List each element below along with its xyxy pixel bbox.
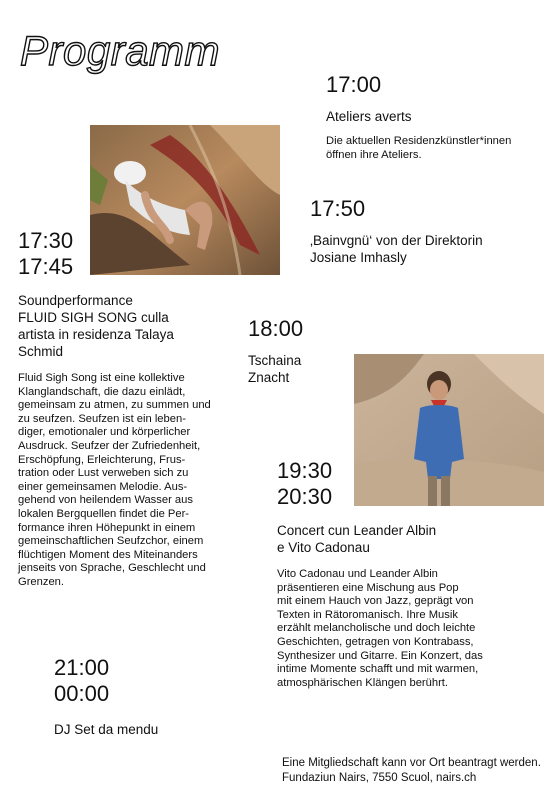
description-line: Texten in Rätoromanisch. Ihre Musik [277, 608, 458, 621]
address-line: Fundaziun Nairs, 7550 Scuol, nairs.ch [282, 772, 477, 784]
description-line: Synthesizer und Gitarre. Ein Konzert, das [277, 649, 483, 662]
event-heading: DJ Set da mendu [54, 722, 159, 737]
event-description [277, 568, 552, 690]
description-line: Grenzen. [18, 575, 65, 588]
heading-line: Josiane Imhasly [310, 250, 407, 265]
description-line: intime Momente schafft und mit warmen, [277, 663, 479, 676]
event-heading: Ateliers averts [326, 109, 412, 124]
event-time: 00:00 [54, 681, 110, 706]
event-description [326, 135, 556, 162]
description-line: tration oder Lust verweben sich zu [18, 467, 189, 480]
event-heading [310, 232, 550, 266]
event-soundperformance [18, 228, 233, 590]
event-ateliers [326, 72, 556, 162]
description-line: einer gemeinsamen Melodie. Aus- [18, 480, 188, 493]
description-line: Klanglandschaft, die dazu einlädt, [18, 385, 186, 398]
description-line: atmosphärischen Klängen berührt. [277, 676, 449, 689]
description-line: jenseits von Sprache, Geschlecht und [18, 562, 206, 575]
event-time: 17:30 [18, 228, 74, 253]
heading-line: Znacht [248, 370, 290, 385]
event-heading [277, 522, 552, 556]
heading-line: e Vito Cadonau [277, 540, 370, 555]
heading-line: Tschaina [248, 353, 302, 368]
description-line: gemeinschaftlichen Seufzchor, einem [18, 535, 204, 548]
heading-line: Soundperformance [18, 293, 133, 308]
event-dinner [248, 316, 348, 386]
event-time: 17:45 [18, 254, 74, 279]
event-concert [277, 458, 552, 690]
event-time: 17:50 [310, 196, 366, 221]
description-line: Geschichten, getragen von Kontrabass, [277, 635, 474, 648]
description-line: präsentieren eine Mischung aus Pop [277, 581, 459, 594]
event-dj-set [54, 655, 254, 738]
description-line: Erschöpfung, Erleichterung, Frus- [18, 453, 186, 466]
description-line: Ausdruck. Seufzer der Zufriedenheit, [18, 439, 201, 452]
description-line: formance ihren Höhepunkt in einem [18, 521, 196, 534]
event-time: 18:00 [248, 316, 304, 341]
heading-line: ‚Bainvgnü‘ von der Direktorin [310, 233, 483, 248]
event-welcome [310, 196, 550, 266]
event-time: 19:30 [277, 458, 333, 483]
description-line: gehend von heilendem Wasser aus [18, 494, 193, 507]
event-heading [248, 352, 348, 386]
event-description [18, 372, 233, 590]
event-time: 20:30 [277, 484, 333, 509]
description-line: zu seufzen. Seufzen ist ein leben- [18, 412, 186, 425]
page-title: Programm [20, 27, 221, 74]
footer [282, 756, 557, 786]
description-line: Fluid Sigh Song ist eine kollektive [18, 372, 185, 384]
event-time: 17:00 [326, 72, 382, 97]
description-line: lokalen Bergquellen findet die Per- [18, 507, 190, 520]
event-time: 21:00 [54, 655, 110, 680]
membership-note: Eine Mitgliedschaft kann vor Ort beantragt werden. [282, 757, 541, 769]
heading-line: FLUID SIGH SONG culla [18, 310, 169, 325]
event-heading [18, 292, 233, 360]
heading-line: Schmid [18, 344, 64, 359]
heading-line: Concert cun Leander Albin [277, 523, 437, 538]
description-line: erzählt melancholische und doch leichte [277, 622, 476, 635]
description-line: Vito Cadonau und Leander Albin [277, 568, 438, 580]
description-line: flüchtigen Moment des Miteinanders [18, 548, 198, 561]
heading-line: artista in residenza Talaya [18, 327, 174, 342]
description-line: diger, emotionaler und körperlicher [18, 426, 191, 439]
description-line: mit einem Hauch von Jazz, geprägt von [277, 595, 474, 608]
description-line: öffnen ihre Ateliers. [326, 148, 422, 161]
description-line: Die aktuellen Residenzkünstler*innen [326, 135, 512, 147]
description-line: gemeinsam zu atmen, zu summen und [18, 399, 211, 412]
